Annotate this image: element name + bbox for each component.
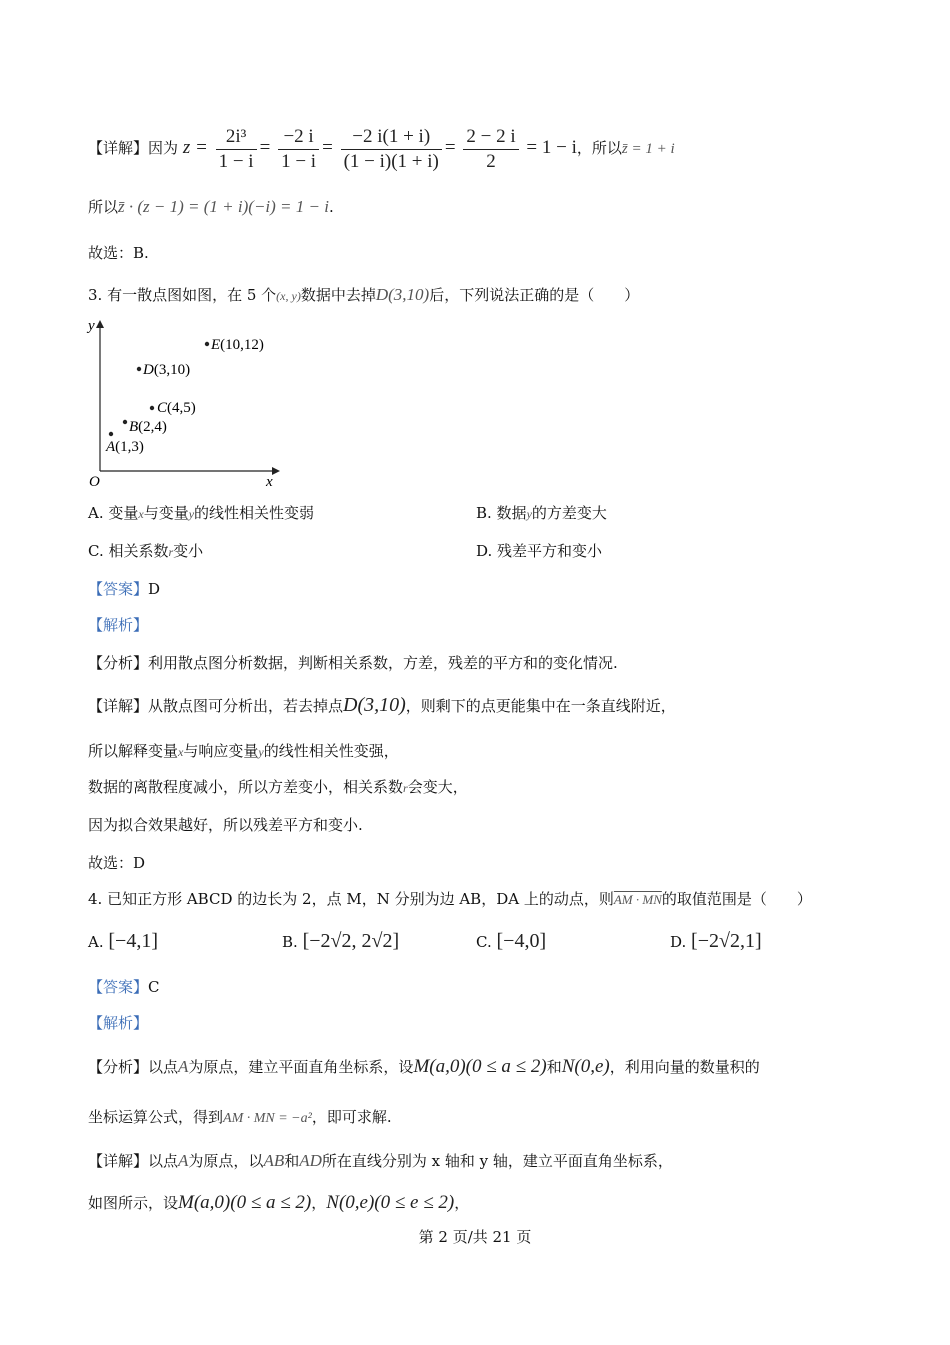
point-d [137,367,141,371]
q4-option-a: A. [−4,1] [88,930,158,952]
point-label-a: A(1,3) [106,439,144,455]
q4-analysis-label: 【解析】 [88,1014,149,1032]
detail-line-2: 所以z̄ · (z − 1) = (1 + i)(−i) = 1 − i. [88,197,334,216]
q4-analysis-1: 【分析】以点A为原点，建立平面直角坐标系，设M(a,0)(0 ≤ a ≤ 2)和N(0,e)，利用向量的数量积的 [88,1056,760,1077]
q3-answer: 【答案】D [88,580,161,598]
q3-analysis: 【分析】利用散点图分析数据，判断相关系数，方差，残差的平方和的变化情况. [88,654,618,672]
detail-line-1: 【详解】因为 z = $\frac{\text{2i³}}{1 - i}$ = $\frac{-2 i}{1 - i}$ = $\frac{-2 i(1 + i)}{(1 - i)(1 + i)}$ = $\frac{2 - 2 i}{2}$ = 1 − i，所以z̄ = 1 + i [88,125,675,172]
fraction-3: $\frac{-2 i(1 + i)}{(1 - i)(1 + i)}$ [341,125,442,174]
q3-detail-1: 【详解】从散点图可分析出，若去掉点D(3,10)，则剩下的点更能集中在一条直线附近， [88,694,676,716]
x-axis-arrow [272,467,280,475]
result: = 1 − i [526,137,577,158]
page-footer: 第 2 页/共 21 页 [418,1228,532,1246]
fraction-1: $\frac{\text{2i³}}{1 - i}$ [216,125,257,174]
scatter-plot [84,316,284,492]
zbar-value: z̄ = 1 + i [621,141,675,157]
q4-option-c: C. [−4,0] [476,930,547,952]
point-e [205,342,209,346]
point-b [123,420,127,424]
q4-detail-2: 如图所示，设M(a,0)(0 ≤ a ≤ 2)，N(0,e)(0 ≤ e ≤ 2)， [88,1192,470,1213]
q3-analysis-label: 【解析】 [88,616,149,634]
q3-detail-2: 所以解释变量x与响应变量y的线性相关性变强， [88,742,399,760]
q3-detail-5: 故选：D [88,854,146,872]
fraction-2: $\frac{-2 i}{1 - i}$ [278,125,319,174]
y-axis-arrow [96,320,104,328]
q3-option-c: C. 相关系数r变小 [88,542,204,560]
answer-line-b: 故选：B. [88,244,149,262]
y-axis-label: y [88,318,95,334]
point-label-b: B(2,4) [129,419,167,435]
q4-detail-1: 【详解】以点A为原点，以AB和AD所在直线分别为 x 轴和 y 轴，建立平面直角坐标系， [88,1151,673,1170]
point-label-d: D(3,10) [143,362,191,378]
q3-option-a: A. 变量x与变量y的线性相关性变弱 [88,504,315,522]
z-equals: z = [182,137,208,158]
point-label-e: E(10,12) [211,337,264,353]
point-a [109,432,113,436]
q3-detail-3: 数据的离散程度减小，所以方差变小，相关系数r会变大， [88,778,468,796]
q4-stem: 4. 已知正方形 ABCD 的边长为 2，点 M，N 分别为边 AB，DA 上的动点，则AM · MN的取值范围是（ ） [88,890,812,908]
point-label-c: C(4,5) [157,400,196,416]
detail-label: 【详解】 [88,139,149,157]
q4-analysis-2: 坐标运算公式，得到AM · MN = −a²，即可求解. [88,1108,392,1126]
q3-detail-4: 因为拟合效果越好，所以残差平方和变小. [88,816,363,834]
q3-option-b: B. 数据y的方差变大 [476,504,607,522]
q4-option-b: B. [−2√2, 2√2] [282,930,400,952]
point-c [150,406,154,410]
origin-label: O [89,474,100,490]
q3-stem: 3. 有一散点图如图，在 5 个(x, y)数据中去掉D(3,10)后，下列说法正确的是（ ） [88,285,640,304]
x-axis-label: x [266,474,273,490]
q3-option-d: D. 残差平方和变小 [476,542,603,560]
conj-product: z̄ · (z − 1) = (1 + i)(−i) = 1 − i [118,197,329,216]
fraction-4: $\frac{2 - 2 i}{2}$ [463,125,518,174]
q4-answer: 【答案】C [88,978,160,996]
q4-option-d: D. [−2√2,1] [670,930,762,952]
